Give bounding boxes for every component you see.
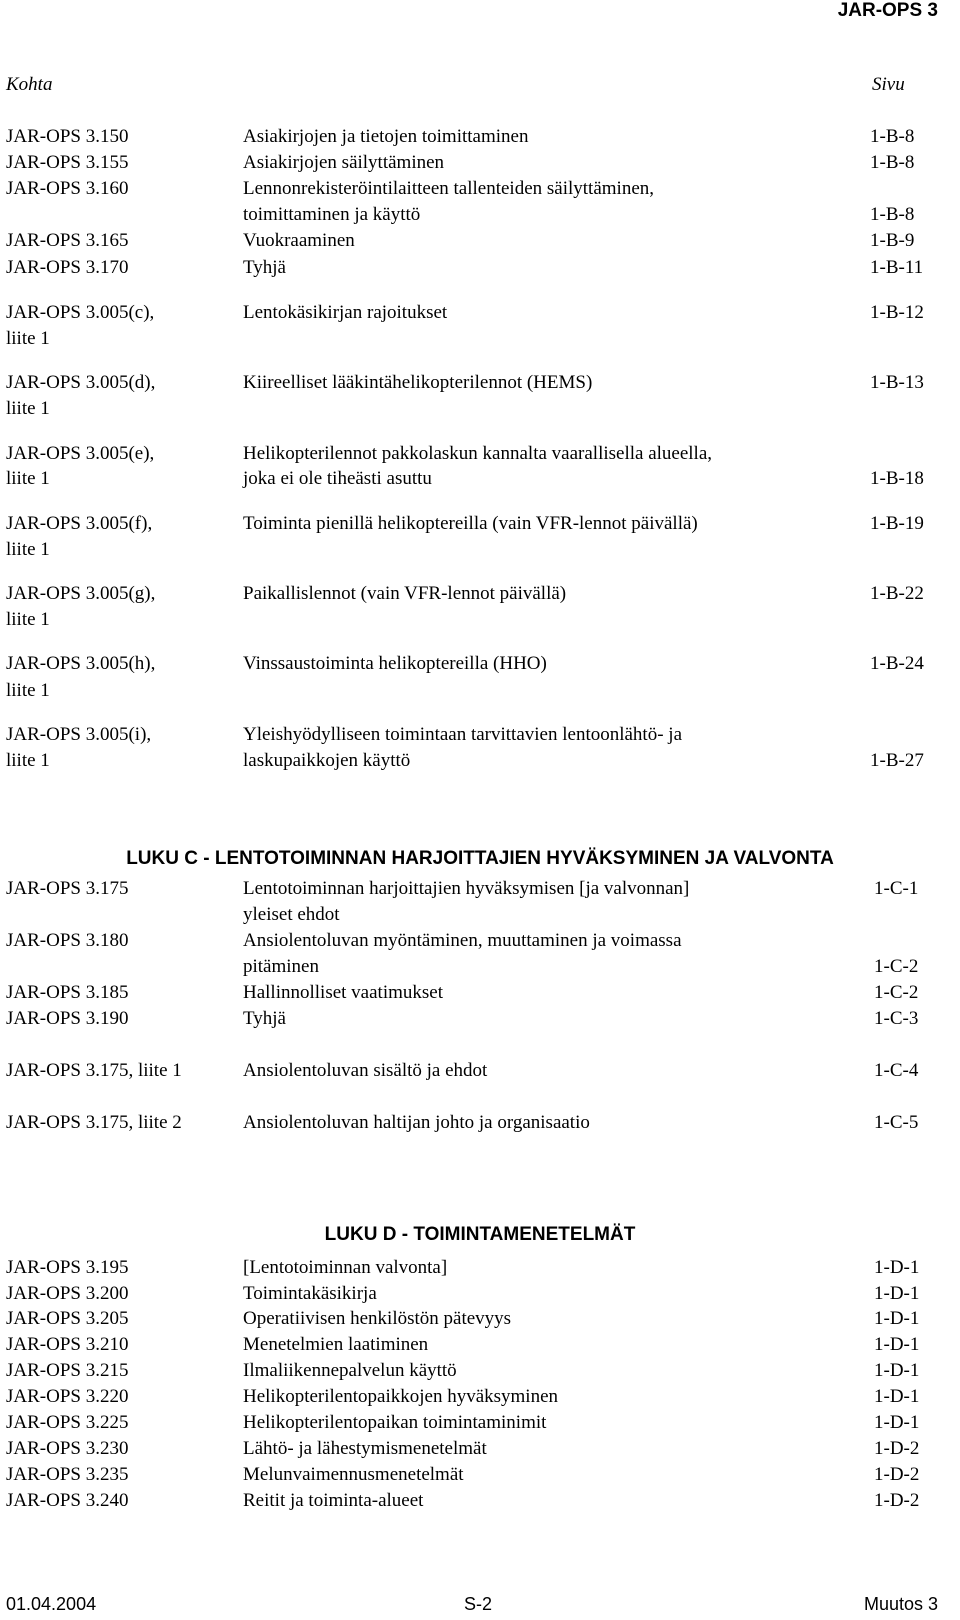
toc-title: pitäminen bbox=[243, 956, 319, 977]
toc-row bbox=[0, 1464, 960, 1491]
toc-row bbox=[0, 583, 960, 610]
toc-page: 1-B-27 bbox=[870, 750, 924, 771]
toc-title: Kiireelliset lääkintähelikopterilennot (HEMS) bbox=[243, 372, 593, 393]
toc-title: Helikopterilentopaikkojen hyväksyminen bbox=[243, 1386, 559, 1407]
toc-title: Menetelmien laatiminen bbox=[243, 1334, 429, 1355]
toc-title: Lennonrekisteröintilaitteen tallenteiden säilyttäminen, bbox=[243, 178, 655, 199]
toc-title: Hallinnolliset vaatimukset bbox=[243, 982, 443, 1003]
toc-row bbox=[0, 878, 960, 905]
toc-row bbox=[0, 257, 960, 284]
toc-ref: JAR-OPS 3.005(d), bbox=[6, 372, 156, 393]
toc-page: 1-C-2 bbox=[874, 956, 919, 977]
toc-title: Toiminta pienillä helikoptereilla (vain VFR-lennot päivällä) bbox=[243, 513, 698, 534]
toc-row bbox=[0, 328, 960, 355]
toc-ref: JAR-OPS 3.005(c), bbox=[6, 302, 155, 323]
toc-title: Operatiivisen henkilöstön pätevyys bbox=[243, 1308, 512, 1329]
toc-title: Tyhjä bbox=[243, 1008, 286, 1029]
toc-ref: JAR-OPS 3.165 bbox=[6, 230, 129, 251]
toc-page: 1-C-2 bbox=[874, 982, 919, 1003]
toc-title: Ilmaliikennepalvelun käyttö bbox=[243, 1360, 457, 1381]
toc-ref: JAR-OPS 3.175, liite 1 bbox=[6, 1060, 182, 1081]
toc-row bbox=[0, 443, 960, 470]
toc-row bbox=[0, 1490, 960, 1517]
toc-ref: JAR-OPS 3.005(f), bbox=[6, 513, 153, 534]
toc-title: Ansiolentoluvan haltijan johto ja organisaatio bbox=[243, 1112, 590, 1133]
page-header-title: JAR-OPS 3 bbox=[837, 0, 938, 21]
toc-ref: JAR-OPS 3.175 bbox=[6, 878, 129, 899]
toc-row bbox=[0, 1438, 960, 1465]
toc-page: 1-B-18 bbox=[870, 468, 924, 489]
toc-title: Lähtö- ja lähestymismenetelmät bbox=[243, 1438, 487, 1459]
toc-row bbox=[0, 956, 960, 983]
toc-row bbox=[0, 1112, 960, 1139]
toc-row bbox=[0, 1334, 960, 1361]
toc-ref: liite 1 bbox=[6, 328, 50, 349]
toc-page: 1-B-8 bbox=[870, 204, 915, 225]
toc-row bbox=[0, 904, 960, 931]
toc-title: Toimintakäsikirja bbox=[243, 1283, 377, 1304]
toc-title: Ansiolentoluvan sisältö ja ehdot bbox=[243, 1060, 488, 1081]
toc-ref: JAR-OPS 3.155 bbox=[6, 152, 129, 173]
toc-title: toimittaminen ja käyttö bbox=[243, 204, 421, 225]
toc-page: 1-D-1 bbox=[874, 1334, 920, 1355]
column-head-section: Kohta bbox=[6, 74, 53, 95]
toc-title: laskupaikkojen käyttö bbox=[243, 750, 411, 771]
toc-ref: JAR-OPS 3.005(i), bbox=[6, 724, 152, 745]
toc-row bbox=[0, 302, 960, 329]
toc-row bbox=[0, 468, 960, 495]
toc-page: 1-B-13 bbox=[870, 372, 924, 393]
toc-page: 1-B-8 bbox=[870, 152, 915, 173]
toc-page: 1-D-2 bbox=[874, 1464, 920, 1485]
toc-page: 1-D-2 bbox=[874, 1438, 920, 1459]
toc-page: 1-C-4 bbox=[874, 1060, 919, 1081]
toc-title: [Lentotoiminnan valvonta] bbox=[243, 1257, 448, 1278]
toc-page: 1-B-12 bbox=[870, 302, 924, 323]
toc-ref: JAR-OPS 3.215 bbox=[6, 1360, 129, 1381]
toc-row bbox=[0, 609, 960, 636]
toc-row bbox=[0, 513, 960, 540]
toc-row bbox=[0, 1412, 960, 1439]
toc-row bbox=[0, 398, 960, 425]
toc-ref: JAR-OPS 3.180 bbox=[6, 930, 129, 951]
toc-page: 1-B-24 bbox=[870, 653, 924, 674]
toc-title: Helikopterilennot pakkolaskun kannalta vaarallisella alueella, bbox=[243, 443, 713, 464]
footer-page: S-2 bbox=[464, 1594, 493, 1614]
toc-row bbox=[0, 750, 960, 777]
toc-title: yleiset ehdot bbox=[243, 904, 340, 925]
toc-row bbox=[0, 1308, 960, 1335]
toc-row bbox=[0, 1283, 960, 1310]
toc-row bbox=[0, 724, 960, 751]
toc-ref: JAR-OPS 3.150 bbox=[6, 126, 129, 147]
toc-page: 1-C-1 bbox=[874, 878, 919, 899]
toc-page: 1-B-22 bbox=[870, 583, 924, 604]
toc-page: 1-D-1 bbox=[874, 1360, 920, 1381]
toc-ref: liite 1 bbox=[6, 609, 50, 630]
toc-page: 1-D-1 bbox=[874, 1412, 920, 1433]
toc-title: Lentotoiminnan harjoittajien hyväksymisen [ja valvonnan] bbox=[243, 878, 690, 899]
section-d-heading: LUKU D - TOIMINTAMENETELMÄT bbox=[324, 1224, 636, 1245]
toc-row bbox=[0, 152, 960, 179]
toc-ref: JAR-OPS 3.220 bbox=[6, 1386, 129, 1407]
toc-ref: JAR-OPS 3.200 bbox=[6, 1283, 129, 1304]
toc-ref: liite 1 bbox=[6, 750, 50, 771]
toc-title: Reitit ja toiminta-alueet bbox=[243, 1490, 424, 1511]
toc-title: Yleishyödylliseen toimintaan tarvittavien lentoonlähtö- ja bbox=[243, 724, 683, 745]
footer-amendment: Muutos 3 bbox=[864, 1594, 939, 1614]
toc-ref: JAR-OPS 3.235 bbox=[6, 1464, 129, 1485]
toc-row bbox=[0, 539, 960, 566]
toc-title: Tyhjä bbox=[243, 257, 286, 278]
toc-page: 1-D-1 bbox=[874, 1308, 920, 1329]
section-c-heading: LUKU C - LENTOTOIMINNAN HARJOITTAJIEN HYVÄKSYMINEN JA VALVONTA bbox=[126, 848, 834, 869]
toc-row bbox=[0, 930, 960, 957]
toc-title: joka ei ole tiheästi asuttu bbox=[243, 468, 432, 489]
toc-ref: JAR-OPS 3.230 bbox=[6, 1438, 129, 1459]
toc-title: Lentokäsikirjan rajoitukset bbox=[243, 302, 448, 323]
toc-row bbox=[0, 982, 960, 1009]
toc-title: Melunvaimennusmenetelmät bbox=[243, 1464, 464, 1485]
toc-row bbox=[0, 680, 960, 707]
toc-ref: JAR-OPS 3.005(e), bbox=[6, 443, 155, 464]
toc-page: 1-B-11 bbox=[870, 257, 924, 278]
toc-page: 1-D-1 bbox=[874, 1257, 920, 1278]
toc-title: Paikallislennot (vain VFR-lennot päivällä) bbox=[243, 583, 567, 604]
toc-ref: liite 1 bbox=[6, 468, 50, 489]
column-head-page: Sivu bbox=[872, 74, 905, 95]
toc-title: Vuokraaminen bbox=[243, 230, 355, 251]
toc-page: 1-C-3 bbox=[874, 1008, 919, 1029]
toc-ref: liite 1 bbox=[6, 539, 50, 560]
toc-row bbox=[0, 126, 960, 153]
toc-row bbox=[0, 1386, 960, 1413]
toc-ref: liite 1 bbox=[6, 680, 50, 701]
toc-row bbox=[0, 204, 960, 231]
toc-row bbox=[0, 1060, 960, 1087]
toc-page: 1-D-1 bbox=[874, 1283, 920, 1304]
toc-ref: JAR-OPS 3.195 bbox=[6, 1257, 129, 1278]
toc-ref: JAR-OPS 3.175, liite 2 bbox=[6, 1112, 182, 1133]
toc-row bbox=[0, 1360, 960, 1387]
toc-ref: JAR-OPS 3.190 bbox=[6, 1008, 129, 1029]
toc-row bbox=[0, 230, 960, 257]
toc-title: Asiakirjojen säilyttäminen bbox=[243, 152, 445, 173]
toc-page: 1-D-1 bbox=[874, 1386, 920, 1407]
toc-ref: JAR-OPS 3.160 bbox=[6, 178, 129, 199]
toc-title: Ansiolentoluvan myöntäminen, muuttaminen ja voimassa bbox=[243, 930, 682, 951]
toc-ref: JAR-OPS 3.225 bbox=[6, 1412, 129, 1433]
toc-page: 1-C-5 bbox=[874, 1112, 919, 1133]
toc-ref: JAR-OPS 3.210 bbox=[6, 1334, 129, 1355]
toc-ref: JAR-OPS 3.170 bbox=[6, 257, 129, 278]
toc-ref: JAR-OPS 3.185 bbox=[6, 982, 129, 1003]
toc-ref: JAR-OPS 3.205 bbox=[6, 1308, 129, 1329]
toc-ref: JAR-OPS 3.240 bbox=[6, 1490, 129, 1511]
toc-page: 1-D-2 bbox=[874, 1490, 920, 1511]
footer-date: 01.04.2004 bbox=[6, 1594, 97, 1614]
toc-title: Vinssaustoiminta helikoptereilla (HHO) bbox=[243, 653, 547, 674]
toc-row bbox=[0, 178, 960, 205]
toc-page: 1-B-19 bbox=[870, 513, 924, 534]
toc-page: 1-B-8 bbox=[870, 126, 915, 147]
toc-row bbox=[0, 372, 960, 399]
toc-ref: liite 1 bbox=[6, 398, 50, 419]
toc-ref: JAR-OPS 3.005(g), bbox=[6, 583, 156, 604]
toc-page: 1-B-9 bbox=[870, 230, 915, 251]
toc-row bbox=[0, 1008, 960, 1035]
toc-title: Helikopterilentopaikan toimintaminimit bbox=[243, 1412, 547, 1433]
toc-title: Asiakirjojen ja tietojen toimittaminen bbox=[243, 126, 529, 147]
toc-ref: JAR-OPS 3.005(h), bbox=[6, 653, 156, 674]
toc-row bbox=[0, 1257, 960, 1284]
toc-row bbox=[0, 653, 960, 680]
